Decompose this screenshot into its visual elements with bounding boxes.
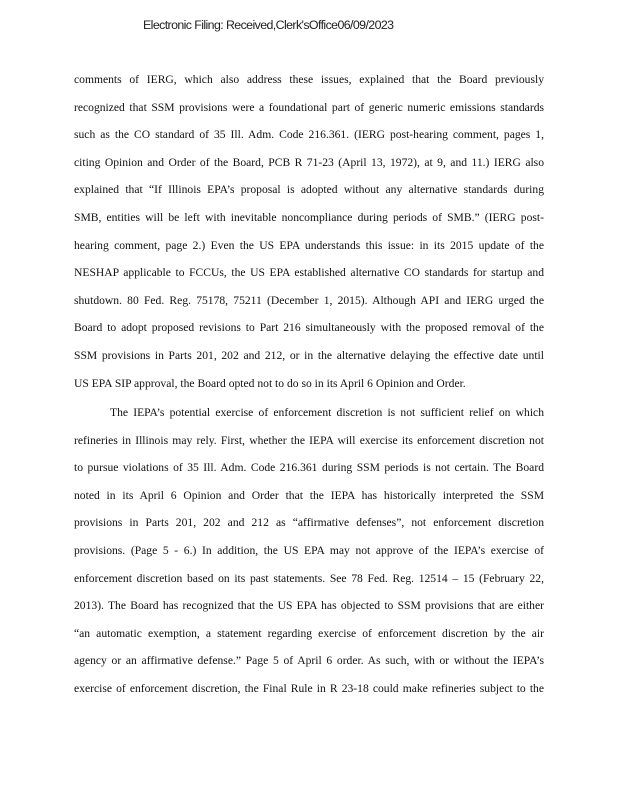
text-line: citing Opinion and Order of the Board, PCB R 71-23 (April 13, 1972), at 9, and 11.) IERG also [74,155,544,169]
text-line: The IEPA’s potential exercise of enforcement discretion is not sufficient relief on which [110,406,544,419]
text-line: exercise of enforcement discretion, the Final Rule in R 23-18 could make refineries subject to the [74,681,544,695]
text-line: Board to adopt proposed revisions to Part 216 simultaneously with the proposed removal of the [74,321,544,335]
text-line: noted in its April 6 Opinion and Order that the IEPA has historically interpreted the SSM [74,488,544,502]
text-line: SMB, entities will be left with inevitable noncompliance during periods of SMB.” (IERG post- [74,210,544,224]
paragraph-1 [74,66,544,397]
text-line: 2013). The Board has recognized that the US EPA has objected to SSM provisions that are either [74,599,544,613]
text-line: provisions. (Page 5 - 6.) In addition, the US EPA may not approve of the IEPA’s exercise of [74,543,544,557]
text-line: “an automatic exemption, a statement regarding exercise of enforcement discretion by the air [74,626,544,640]
text-line: shutdown. 80 Fed. Reg. 75178, 75211 (December 1, 2015). Although API and IERG urged the [74,293,544,307]
text-line: refineries in Illinois may rely. First, whether the IEPA will exercise its enforcement discretion not [74,433,544,447]
text-line: such as the CO standard of 35 Ill. Adm. Code 216.361. (IERG post-hearing comment, pages 1, [74,128,544,142]
paragraph-2 [74,399,544,703]
text-line: agency or an affirmative defense.” Page 5 of April 6 order. As such, with or without the IEPA’s [74,654,544,668]
filing-stamp-header: Electronic Filing: Received,Clerk'sOffice06/09/2023 [143,18,394,32]
text-line: SSM provisions in Parts 201, 202 and 212, or in the alternative delaying the effective date until [74,348,544,362]
text-line: to pursue violations of 35 Ill. Adm. Code 216.361 during SSM periods is not certain. The Board [74,461,544,475]
text-line: recognized that SSM provisions were a foundational part of generic numeric emissions standards [74,100,544,114]
text-line: provisions in Parts 201, 202 and 212 as “affirmative defenses”, not enforcement discretion [74,516,544,530]
text-line: US EPA SIP approval, the Board opted not to do so in its April 6 Opinion and Order. [74,376,466,390]
text-line: enforcement discretion based on its past statements. See 78 Fed. Reg. 12514 – 15 (February 22, [74,571,544,585]
text-line: hearing comment, page 2.) Even the US EPA understands this issue: in its 2015 update of the [74,238,544,252]
text-line: explained that “If Illinois EPA’s proposal is adopted without any alternative standards during [74,183,544,197]
text-line: NESHAP applicable to FCCUs, the US EPA established alternative CO standards for startup and [74,266,544,280]
text-line: comments of IERG, which also address these issues, explained that the Board previously [74,73,544,86]
